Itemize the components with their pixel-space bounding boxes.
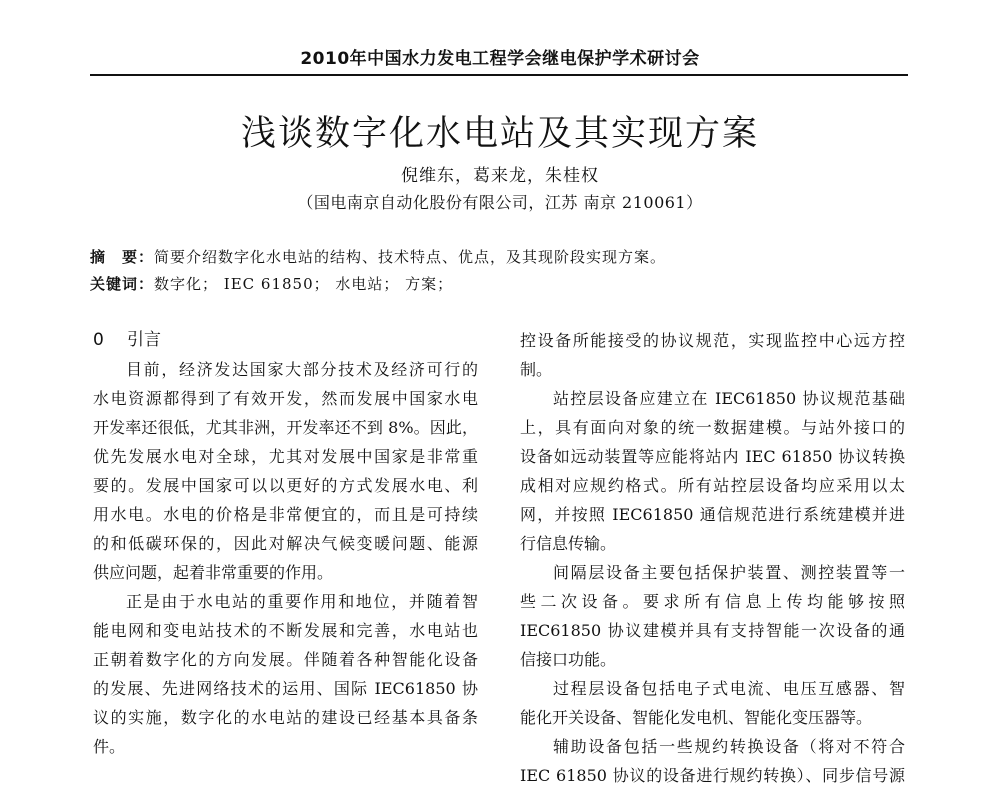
- body-line: 正是由于水电站的重要作用和地位，并随着智: [126, 592, 478, 611]
- body-line: 间隔层设备主要包括保护装置、测控装置等一: [553, 563, 905, 582]
- body-line: IEC 61850 协议的设备进行规约转换）、同步信号源: [520, 766, 905, 785]
- abstract: [90, 246, 920, 267]
- paper-title: 浅谈数字化水电站及其实现方案: [240, 114, 759, 154]
- keywords: [90, 273, 920, 294]
- body-line: 能化开关设备、智能化发电机、智能化变压器等。: [520, 708, 873, 727]
- section-heading: [93, 326, 478, 355]
- body-line: 议的实施，数字化的水电站的建设已经基本具备条: [93, 708, 478, 727]
- body-line: 要的。发展中国家可以以更好的方式发展水电、利: [93, 476, 478, 495]
- body-line: 设备如远动装置等应能将站内 IEC 61850 协议转换: [520, 447, 905, 466]
- left-column: [93, 326, 478, 761]
- body-line: 信接口功能。: [520, 650, 617, 669]
- body-line: 控设备所能接受的协议规范，实现监控中心远方控: [520, 331, 905, 350]
- section-number: 0: [93, 330, 104, 350]
- body-line: 站控层设备应建立在 IEC61850 协议规范基础: [553, 389, 905, 408]
- running-header: 2010年中国水力发电工程学会继电保护学术研讨会: [300, 49, 700, 69]
- body-line: 用水电。水电的价格是非常便宜的，而且是可持续: [93, 505, 478, 524]
- paper-authors: 倪维东，葛来龙，朱桂权: [401, 166, 599, 186]
- right-column: [520, 326, 905, 790]
- body-line: 件。: [93, 737, 126, 756]
- body-line: 正朝着数字化的方向发展。伴随着各种智能化设备: [93, 650, 478, 669]
- header-divider: [90, 74, 908, 76]
- body-line: 的和低碳环保的，因此对解决气候变暖问题、能源: [93, 534, 478, 553]
- body-line: 些二次设备。要求所有信息上传均能够按照: [520, 592, 905, 611]
- keywords-text: 数字化； IEC 61850； 水电站； 方案；: [154, 275, 454, 293]
- section-title: 引言: [127, 330, 161, 350]
- body-line: 网，并按照 IEC61850 通信规范进行系统建模并进: [520, 505, 905, 524]
- body-line: 能电网和变电站技术的不断发展和完善，水电站也: [93, 621, 478, 640]
- body-line: 供应问题，起着非常重要的作用。: [93, 563, 334, 582]
- paper-affiliation: （国电南京自动化股份有限公司，江苏 南京 210061）: [297, 193, 703, 212]
- body-line: 的发展、先进网络技术的运用、国际 IEC61850 协: [93, 679, 478, 698]
- body-line: 优先发展水电对全球，尤其对发展中国家是非常重: [93, 447, 478, 466]
- body-line: 成相对应规约格式。所有站控层设备均应采用以太: [520, 476, 905, 495]
- body-line: 行信息传输。: [520, 534, 617, 553]
- body-line: 辅助设备包括一些规约转换设备（将对不符合: [553, 737, 905, 756]
- abstract-label: 摘 要：: [90, 248, 155, 266]
- body-line: 过程层设备包括电子式电流、电压互感器、智: [553, 679, 905, 698]
- body-line: 上，具有面向对象的统一数据建模。与站外接口的: [520, 418, 905, 437]
- body-line: 制。: [520, 360, 553, 379]
- body-line: 水电资源都得到了有效开发，然而发展中国家水电: [93, 389, 478, 408]
- body-line: 目前，经济发达国家大部分技术及经济可行的: [126, 360, 478, 379]
- body-line: 开发率还很低，尤其非洲，开发率还不到 8%。因此，: [93, 418, 478, 437]
- body-line: IEC61850 协议建模并具有支持智能一次设备的通: [520, 621, 905, 640]
- abstract-text: 简要介绍数字化水电站的结构、技术特点、优点，及其现阶段实现方案。: [154, 248, 667, 266]
- keywords-label: 关键词：: [90, 275, 155, 293]
